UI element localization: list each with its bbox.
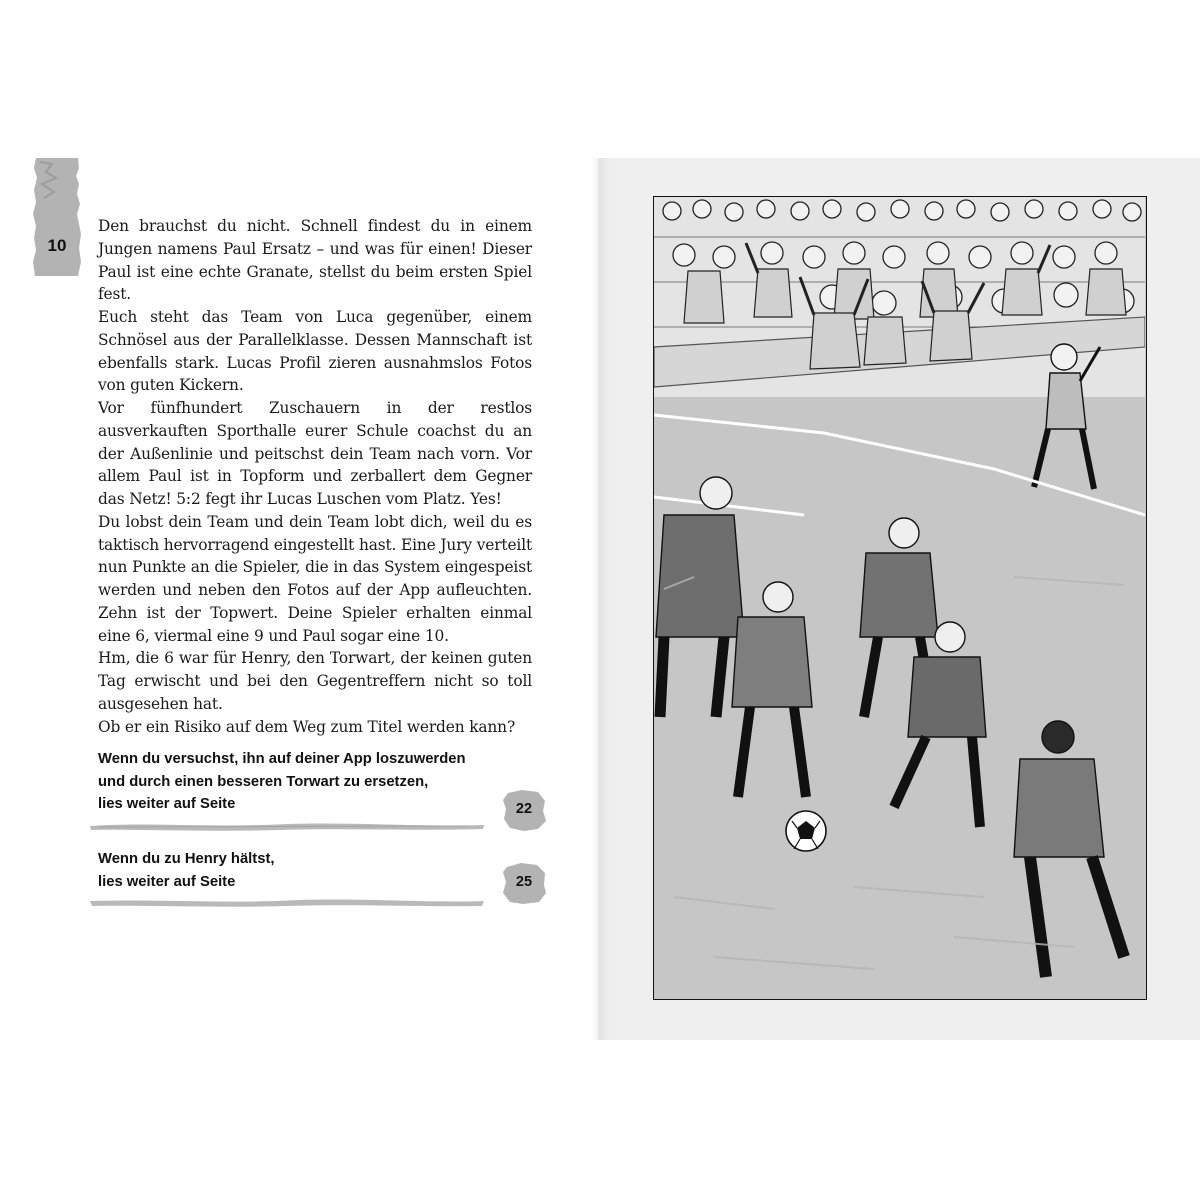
paragraph: Hm, die 6 war für Henry, den Torwart, der keinen guten Tag erwischt und bei den Gegentreffern nicht so toll ausgesehen hat.: [98, 649, 532, 713]
choice-option-2[interactable]: [88, 848, 558, 908]
illustration-drawing: [654, 197, 1145, 998]
choice-line: und durch einen besseren Torwart zu ersetzen,: [98, 773, 429, 790]
story-text: [98, 215, 532, 738]
paragraph: Euch steht das Team von Luca gegenüber, einem Schnösel aus der Parallelklasse. Dessen Mannschaft ist ebenfalls stark. Lucas Profil zieren ausnahmslos Fotos von guten Kickern.: [98, 308, 532, 395]
book-gutter: [590, 158, 610, 1040]
choice-text: [98, 848, 558, 893]
target-page-number[interactable]: 25: [515, 874, 533, 890]
paragraph: Ob er ein Risiko auf dem Weg zum Titel werden kann?: [98, 717, 516, 736]
brush-underline: [88, 896, 486, 908]
page-number-tab: [32, 158, 82, 276]
brush-underline: [88, 820, 486, 832]
paragraph: Du lobst dein Team und dein Team lobt dich, weil du es taktisch hervorragend eingestellt hast. Eine Jury verteilt nun Punkte an die Spieler, die in das System eingespeist werden und neben den Fotos auf der App aufleuchten. Zehn ist der Topwert. Deine Spieler erhalten einmal eine 6, viermal eine 9 und Paul sogar eine 10.: [98, 512, 532, 645]
choice-line: Wenn du versuchst, ihn auf deiner App loszuwerden: [98, 751, 466, 767]
choice-text: [98, 748, 558, 816]
choice-option-1[interactable]: [88, 748, 558, 828]
choice-line: lies weiter auf Seite: [98, 873, 236, 890]
football-match-illustration: [653, 196, 1147, 1000]
choice-line: lies weiter auf Seite: [98, 796, 236, 813]
book-spread: [0, 158, 1200, 1040]
paragraph: Den brauchst du nicht. Schnell findest du in einem Jungen namens Paul Ersatz – und was für einen! Dieser Paul ist eine echte Granate, stellst du beim ersten Spiel fest.: [98, 217, 532, 304]
choice-line: Wenn du zu Henry hältst,: [98, 851, 275, 867]
page-number: 10: [47, 236, 67, 255]
football-icon: [786, 811, 826, 851]
target-page-number[interactable]: 22: [515, 801, 533, 817]
paragraph: Vor fünfhundert Zuschauern in der restlos ausverkauften Sporthalle eurer Schule coachst du an der Außenlinie und peitschst dein Team nach vorn. Vor allem Paul ist in Topform und zerballert dem Gegner das Netz! 5:2 fegt ihr Lucas Luschen vom Platz. Yes!: [98, 399, 532, 508]
left-page: [0, 158, 598, 1040]
